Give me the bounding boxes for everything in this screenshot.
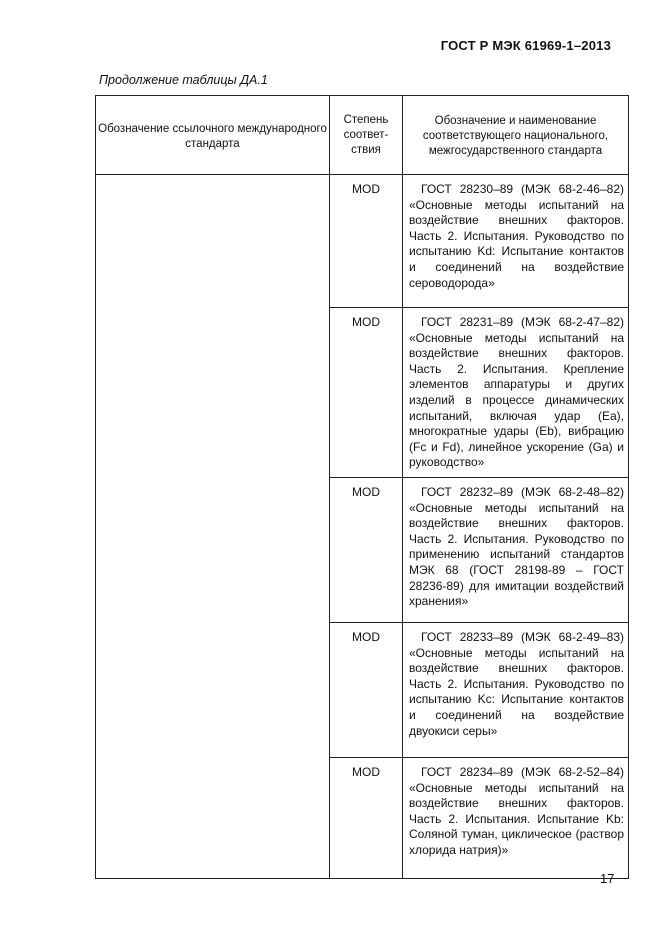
table-row bbox=[96, 175, 629, 308]
degree-cell: MOD bbox=[330, 478, 403, 623]
column-header-reference: Обозначение ссылочного международного стандарта bbox=[96, 96, 330, 175]
reference-cell bbox=[96, 175, 330, 879]
correspondence-table bbox=[95, 95, 629, 879]
national-standard-cell: ГОСТ 28232–89 (МЭК 68-2-48–82) «Основные методы испытаний на воздействие внешних факторов. Часть 2. Испытания. Руководство по применению испытаний стандартов МЭК 68 (ГОСТ 28198-89 – ГОСТ 28236-89) для имитации воздействий хранения» bbox=[403, 478, 629, 623]
national-standard-cell: ГОСТ 28230–89 (МЭК 68-2-46–82) «Основные методы испытаний на воздействие внешних факторов. Часть 2. Испытания. Руководство по испытанию Kd: Испытание контактов и соединений на воздействие сероводорода» bbox=[403, 175, 629, 308]
degree-cell: MOD bbox=[330, 175, 403, 308]
national-standard-cell: ГОСТ 28231–89 (МЭК 68-2-47–82) «Основные методы испытаний на воздействие внешних факторов. Часть 2. Испытания. Крепление элементов аппаратуры и других изделий в процессе динамических испытаний, включая удар (Ea), многократные удары (Eb), вибрацию (Fc и Fd), линейное ускорение (Ga) и руководство» bbox=[403, 308, 629, 478]
document-standard-header: ГОСТ Р МЭК 61969-1–2013 bbox=[440, 38, 611, 53]
table-caption: Продолжение таблицы ДА.1 bbox=[99, 73, 268, 87]
column-header-national-standard: Обозначение и наименование соответствующего национального, межгосударственного стандарта bbox=[403, 96, 629, 175]
degree-cell: MOD bbox=[330, 758, 403, 879]
table-header-row bbox=[96, 96, 629, 175]
national-standard-cell: ГОСТ 28234–89 (МЭК 68-2-52–84) «Основные методы испытаний на воздействие внешних факторов. Часть 2. Испытания. Испытание Kb: Соляной туман, циклическое (раствор хлорида натрия)» bbox=[403, 758, 629, 879]
degree-cell: MOD bbox=[330, 308, 403, 478]
page-number: 17 bbox=[600, 871, 615, 886]
degree-cell: MOD bbox=[330, 623, 403, 758]
column-header-degree: Степень соответ-ствия bbox=[330, 96, 403, 175]
national-standard-cell: ГОСТ 28233–89 (МЭК 68-2-49–83) «Основные методы испытаний на воздействие внешних факторов. Часть 2. Испытания. Руководство по испытанию Kc: Испытание контактов и соединений на воздействие двуокиси серы» bbox=[403, 623, 629, 758]
